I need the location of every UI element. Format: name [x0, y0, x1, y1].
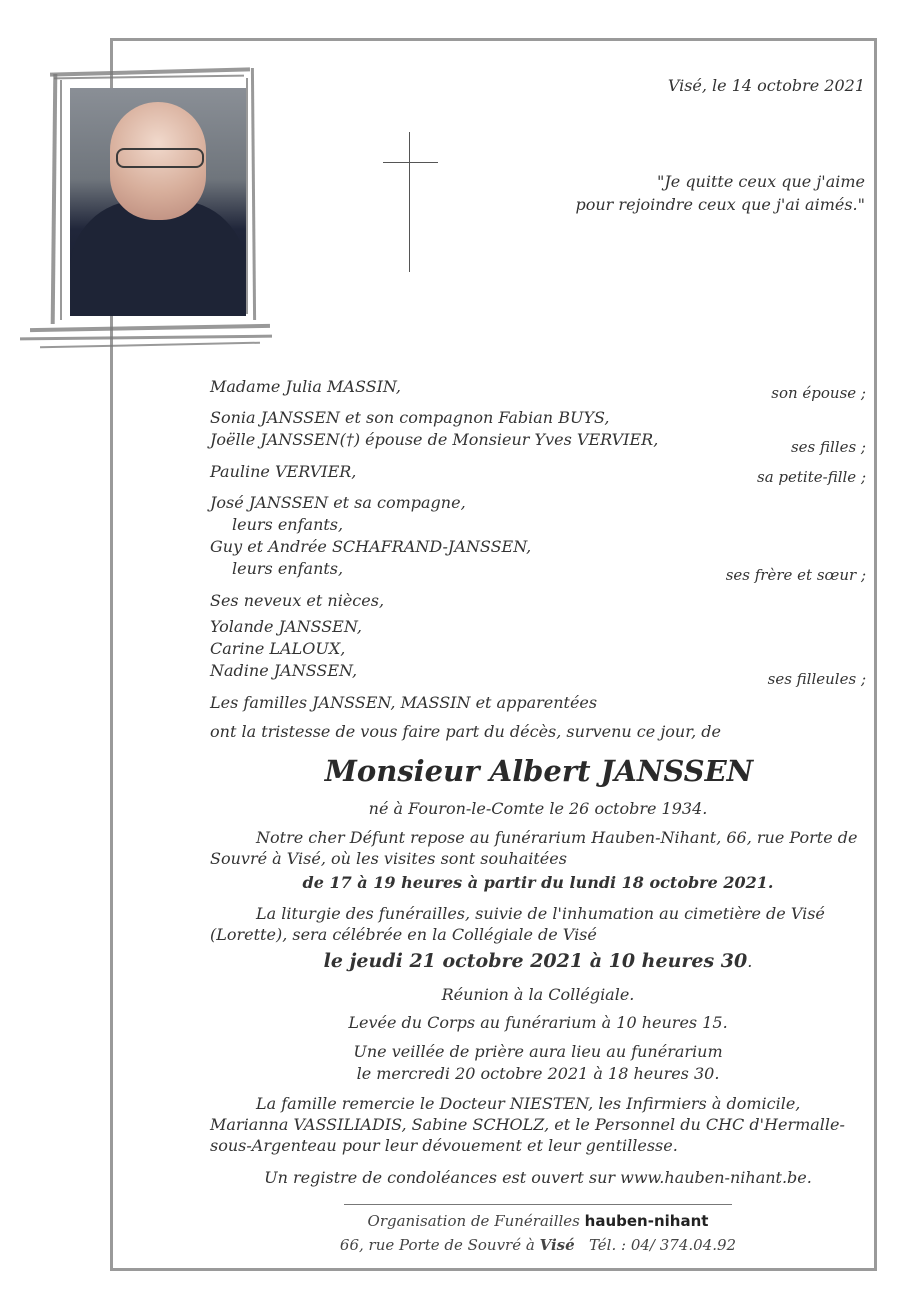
family-siblings-block: [210, 492, 866, 584]
family-nephews-block: [210, 590, 866, 612]
family-daughters-block: [210, 407, 866, 456]
footer-street: 66, rue Porte de Souvré à: [339, 1236, 535, 1254]
footer-city: Visé: [539, 1236, 575, 1254]
deceased-name: Monsieur Albert JANSSEN: [324, 754, 754, 788]
rest-paragraph: Notre cher Défunt repose au funérarium Hauben-Nihant, 66, rue Porte de Souvré à Visé, où les visites sont souhaitées: [210, 828, 858, 868]
family-member: Nadine JANSSEN,: [210, 661, 358, 680]
portrait-photo: [70, 88, 246, 316]
reunion-line: Réunion à la Collégiale.: [441, 985, 635, 1004]
liturgy-date: le jeudi 21 octobre 2021 à 10 heures 30: [323, 950, 748, 972]
relation-label: ses frère et sœur ;: [725, 566, 866, 584]
announcement-intro: ont la tristesse de vous faire part du décès, survenu ce jour, de: [210, 722, 721, 741]
family-member: Sonia JANSSEN et son compagnon Fabian BUYS,: [210, 408, 610, 427]
family-member: Yolande JANSSEN,: [210, 617, 362, 636]
liturgy-date-dot: .: [747, 952, 753, 971]
family-member: Ses neveux et nièces,: [210, 591, 385, 610]
thanks-paragraph: La famille remercie le Docteur NIESTEN, les Infirmiers à domicile, Marianna VASSILIADIS, Sabine SCHOLZ, et le Personnel du CHC d'Hermalle-sous-Argenteau pour leur dévouement et leur gentillesse.: [210, 1094, 845, 1155]
condolence-register: Un registre de condoléances est ouvert sur www.hauben-nihant.be.: [264, 1168, 812, 1187]
family-member: Madame Julia MASSIN,: [210, 377, 401, 396]
birth-info: né à Fouron-le-Comte le 26 octobre 1934.: [368, 799, 708, 818]
visit-times: de 17 à 19 heures à partir du lundi 18 octobre 2021.: [302, 873, 774, 892]
vigil-line-2: le mercredi 20 octobre 2021 à 18 heures 30.: [356, 1064, 720, 1083]
family-member: Pauline VERVIER,: [210, 462, 357, 481]
relation-label: sa petite-fille ;: [757, 468, 866, 486]
notice-date: Visé, le 14 octobre 2021: [667, 76, 865, 95]
family-member: Guy et Andrée SCHAFRAND-JANSSEN,: [210, 537, 532, 556]
family-spouse-block: [210, 376, 866, 402]
footer-org-prefix: Organisation de Funérailles: [367, 1212, 580, 1230]
family-member: Carine LALOUX,: [210, 639, 346, 658]
cross-icon: [409, 132, 410, 272]
relation-label: son épouse ;: [771, 384, 866, 402]
family-member: leurs enfants,: [232, 515, 344, 534]
epitaph-quote: [576, 170, 866, 216]
quote-line: pour rejoindre ceux que j'ai aimés.": [575, 195, 865, 214]
portrait-photo-frame: [40, 64, 272, 364]
levee-line: Levée du Corps au funérarium à 10 heures 15.: [348, 1013, 728, 1032]
liturgy-paragraph: La liturgie des funérailles, suivie de l'inhumation au cimetière de Visé (Lorette), sera célébrée en la Collégiale de Visé: [210, 904, 825, 944]
vigil-line-1: Une veillée de prière aura lieu au funérarium: [353, 1042, 723, 1061]
brand-logo: hauben-nihant: [584, 1212, 709, 1230]
relation-label: ses filleules ;: [767, 670, 866, 688]
family-member: Les familles JANSSEN, MASSIN et apparentées: [210, 693, 598, 712]
footer-phone: Tél. : 04/ 374.04.92: [588, 1236, 737, 1254]
family-granddaughter-block: [210, 461, 866, 486]
family-member: leurs enfants,: [232, 559, 344, 578]
family-member: Joëlle JANSSEN(†) épouse de Monsieur Yves VERVIER,: [210, 430, 659, 449]
footer-divider: [344, 1204, 732, 1205]
footer-address: [210, 1236, 866, 1254]
family-member: José JANSSEN et sa compagne,: [210, 493, 466, 512]
footer-organisation: [210, 1212, 866, 1230]
cross-icon-bar: [383, 162, 438, 163]
liturgy-date-line: [210, 951, 866, 972]
family-families-block: [210, 692, 866, 714]
quote-line: "Je quitte ceux que j'aime: [656, 172, 865, 191]
relation-label: ses filles ;: [790, 438, 866, 456]
family-godchildren-block: [210, 616, 866, 688]
